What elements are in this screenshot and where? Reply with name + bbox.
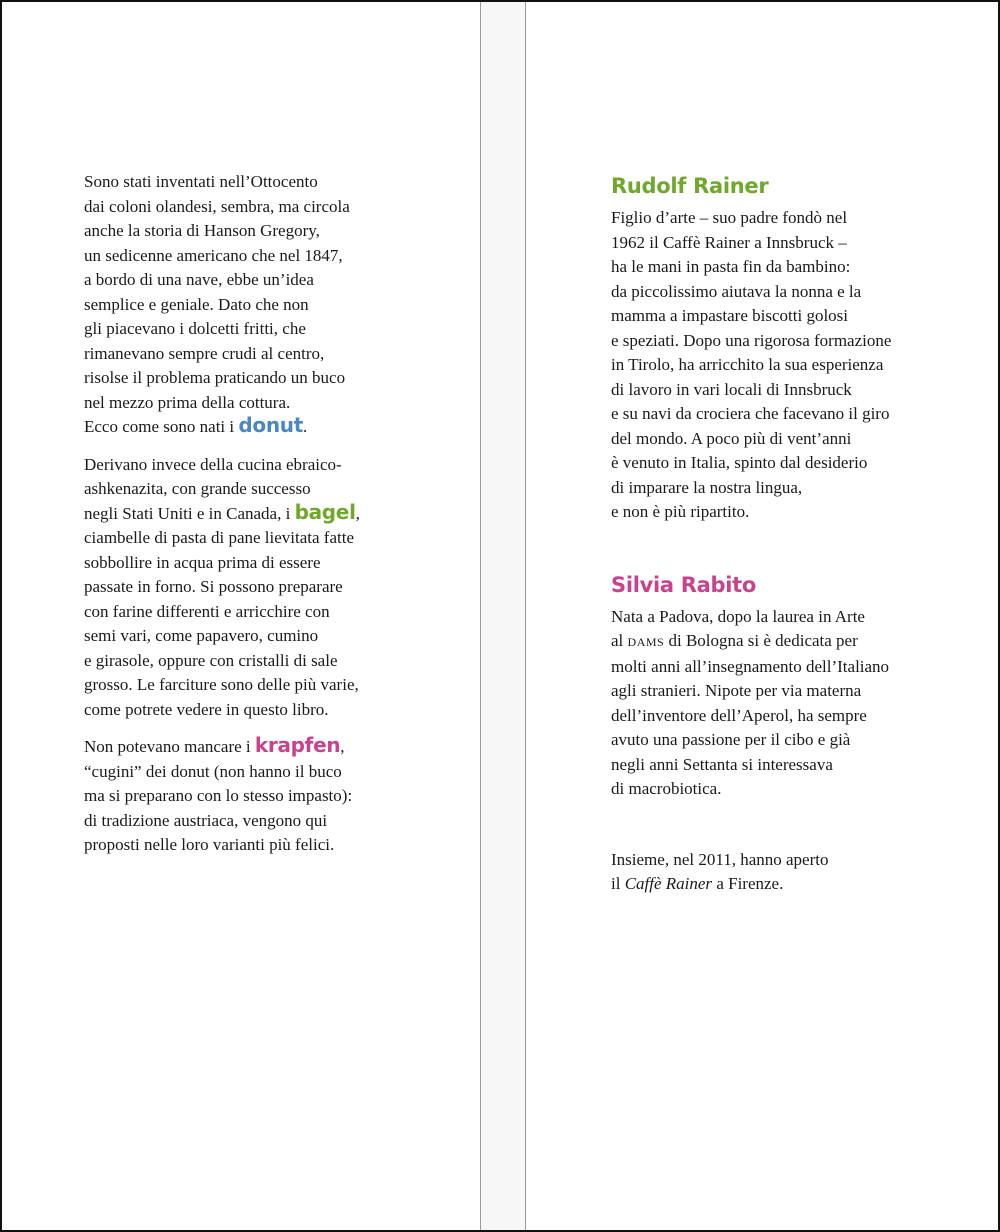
text-fragment: Ecco come sono nati i <box>84 417 239 436</box>
text-line: Nata a Padova, dopo la laurea in Arte <box>611 606 865 626</box>
highlight-bagel: bagel <box>294 499 356 524</box>
highlight-donut: donut <box>238 413 303 437</box>
paragraph-donut <box>84 170 414 440</box>
text-fragment: a Firenze. <box>712 874 784 893</box>
text-line: semi vari, come papavero, cumino <box>84 626 319 645</box>
text-line: ashkenazita, con grande successo <box>84 479 311 498</box>
text-line: del mondo. A poco più di vent’anni <box>611 428 852 448</box>
author-section-silvia <box>611 571 941 802</box>
text-line: e su navi da crociera che facevano il giro <box>611 404 890 423</box>
text-line: con farine differenti e arricchire con <box>84 601 330 621</box>
paragraph-bagel <box>84 453 414 723</box>
text-line: e speziati. Dopo una rigorosa formazione <box>611 330 892 350</box>
small-caps-dams: DAMS <box>627 635 665 649</box>
text-fragment: Non potevano mancare i <box>84 737 255 756</box>
closing-paragraph <box>611 848 941 897</box>
text-line: di macrobiotica. <box>611 779 722 798</box>
text-fragment: di Bologna si è dedicata per <box>664 631 858 650</box>
text-line: Sono stati inventati nell’Ottocento <box>84 172 318 191</box>
text-fragment: negli Stati Uniti e in Canada, i <box>84 503 295 523</box>
text-line: negli anni Settanta si interessava <box>611 754 833 774</box>
text-line: dell’inventore dell’Aperol, ha sempre <box>611 705 867 725</box>
text-line: come potrete vedere in questo libro. <box>84 699 329 719</box>
text-line: sobbollire in acqua prima di essere <box>84 552 321 572</box>
text-line: ha le mani in pasta fin da bambino: <box>611 257 851 276</box>
text-line: di imparare la nostra lingua, <box>611 477 803 497</box>
author-name-silvia: Silvia Rabito <box>611 572 757 597</box>
paragraph-krapfen <box>84 735 414 858</box>
text-line: e girasole, oppure con cristalli di sale <box>84 650 338 670</box>
text-line: gli piacevano i dolcetti fritti, che <box>84 319 306 338</box>
text-line: “cugini” dei donut (non hanno il buco <box>84 761 342 781</box>
text-line: semplice e geniale. Dato che non <box>84 294 309 314</box>
text-line: proposti nelle loro varianti più felici. <box>84 835 335 854</box>
bio-silvia <box>611 605 941 802</box>
text-line: e non è più ripartito. <box>611 502 750 521</box>
text-line: dai coloni olandesi, sembra, ma circola <box>84 196 350 216</box>
text-line: un sedicenne americano che nel 1847, <box>84 245 343 265</box>
text-line: a bordo di una nave, ebbe un’idea <box>84 270 314 289</box>
author-name-rudolf: Rudolf Rainer <box>611 174 769 198</box>
right-page-text <box>611 172 941 897</box>
text-line: 1962 il Caffè Rainer a Innsbruck – <box>611 232 847 252</box>
text-line: ciambelle di pasta di pane lievitata fatte <box>84 528 354 547</box>
page-gutter <box>480 2 526 1230</box>
text-line: Figlio d’arte – suo padre fondò nel <box>611 208 848 227</box>
text-line: è venuto in Italia, spinto dal desiderio <box>611 453 868 472</box>
highlight-krapfen: krapfen <box>254 733 341 757</box>
text-line: Derivano invece della cucina ebraico- <box>84 454 342 474</box>
left-page-text <box>84 170 414 858</box>
text-line: passate in forno. Si possono preparare <box>84 577 343 596</box>
text-fragment: , <box>355 503 360 523</box>
text-line: nel mezzo prima della cottura. <box>84 392 291 412</box>
text-fragment: , <box>340 737 345 756</box>
text-line: mamma a impastare biscotti golosi <box>611 306 849 325</box>
text-line: in Tirolo, ha arricchito la sua esperienza <box>611 355 884 374</box>
text-line: di lavoro in vari locali di Innsbruck <box>611 379 852 399</box>
text-line: da piccolissimo aiutava la nonna e la <box>611 281 862 301</box>
text-fragment: il <box>611 874 625 893</box>
text-line: rimanevano sempre crudi al centro, <box>84 343 325 363</box>
text-fragment: al <box>611 631 628 650</box>
italic-caffe-rainer: Caffè Rainer <box>624 874 713 893</box>
text-line: ma si preparano con lo stesso impasto): <box>84 786 353 805</box>
text-line: avuto una passione per il cibo e già <box>611 730 851 749</box>
bio-rudolf <box>611 206 941 525</box>
text-line: risolse il problema praticando un buco <box>84 368 346 387</box>
text-line: agli stranieri. Nipote per via materna <box>611 681 862 700</box>
text-fragment: . <box>302 417 308 436</box>
text-line: di tradizione austriaca, vengono qui <box>84 810 328 830</box>
text-line: grosso. Le farciture sono delle più varie, <box>84 675 359 694</box>
text-line: molti anni all’insegnamento dell’Italiano <box>611 656 890 676</box>
text-line: Insieme, nel 2011, hanno aperto <box>611 849 829 869</box>
text-line: anche la storia di Hanson Gregory, <box>84 221 320 240</box>
